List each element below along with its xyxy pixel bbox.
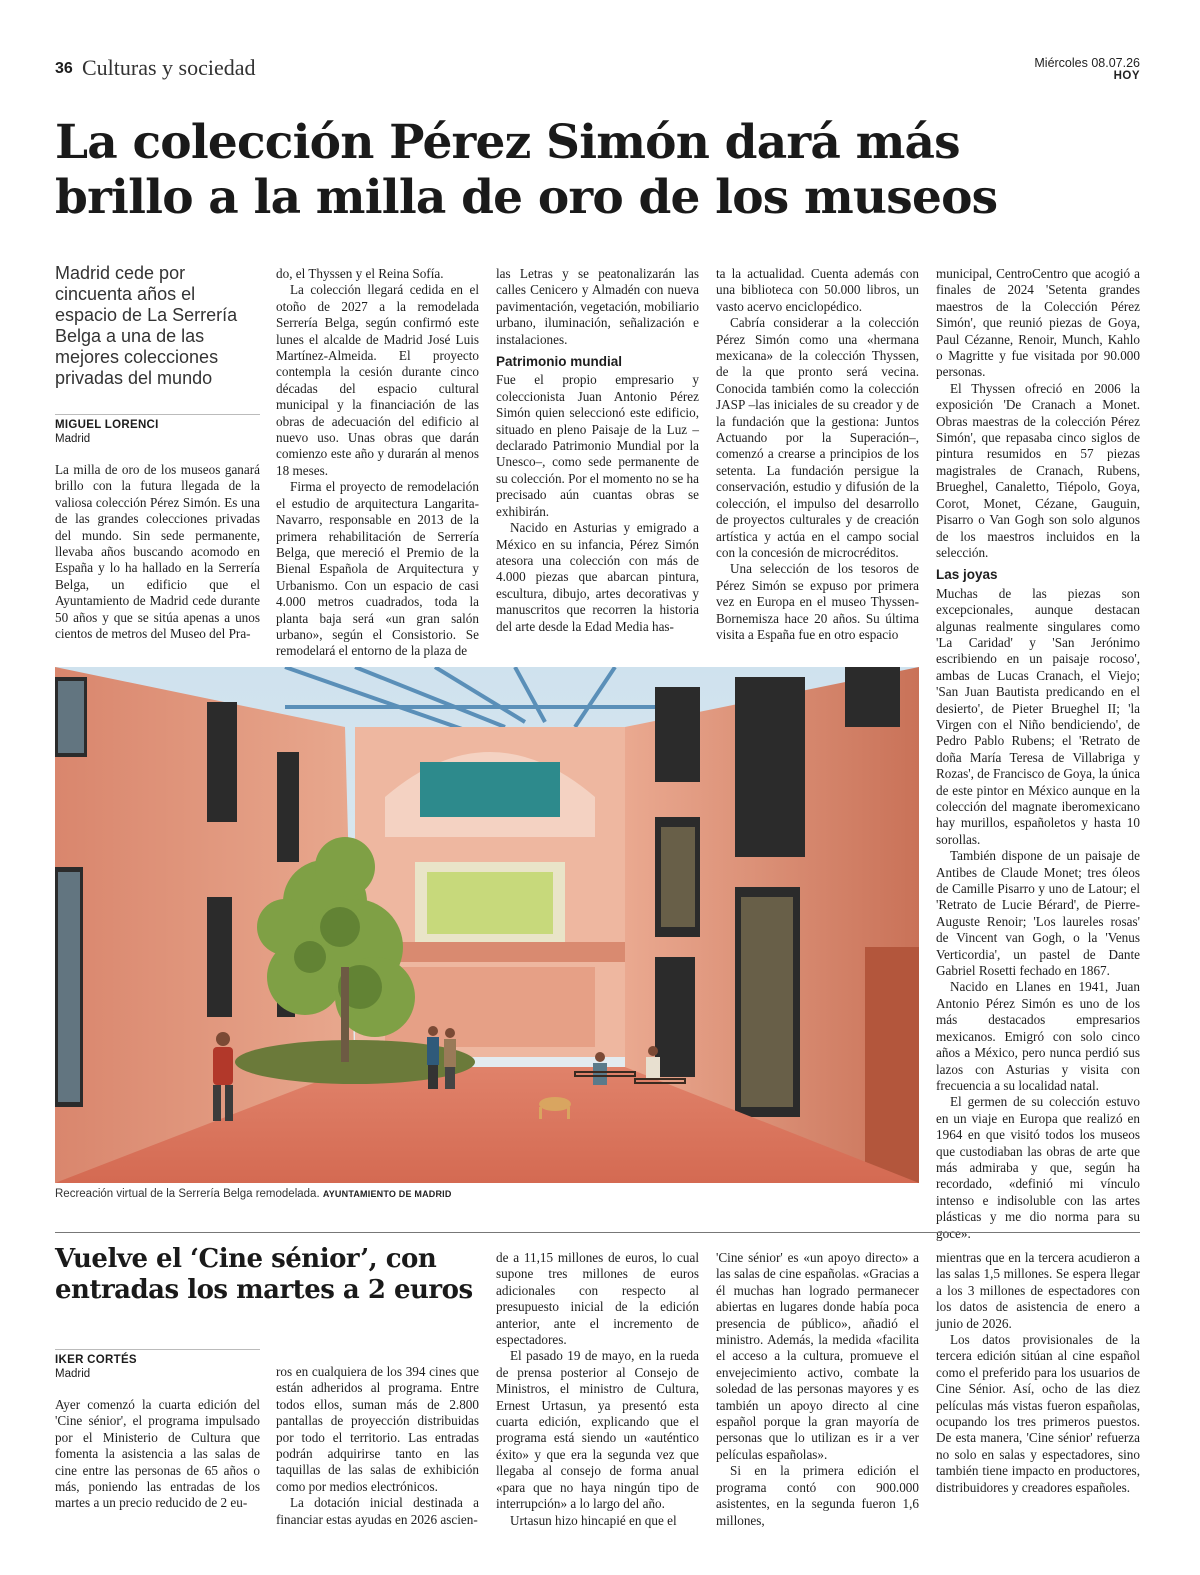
article2-column-3 [496,1250,699,1529]
paragraph: ta la actualidad. Cuenta además con una biblioteca con 50.000 libros, un vasto acervo enciclopédico. [716,266,919,314]
paragraph: También dispone de un paisaje de Antibes de Claude Monet; tres óleos de Camille Pisarro y uno de Latour; el 'Retrato de Lucie Bérard', de Pierre-Auguste Renoir; 'Los laureles rosas' de Vincent van Gogh, o la 'Venus Verticordia', un pastel de Dante Gabriel Rosetti fechado en 1867. [936,848,1140,979]
paragraph: La colección llegará cedida en el otoño de 2027 a la remodelada Serrería Belga, según confirmó este lunes el alcalde de Madrid José Luis Martínez-Almeida. El proyecto contempla la cesión durante cinco décadas del espacio cultural municipal y la financiación de las obras de adecuación del edificio al nuevo uso. Unas obras que darán comienzo este año y durarán al menos 18 meses. [276,282,479,478]
courtyard-rendering-image [55,667,919,1183]
caption-text: Recreación virtual de la Serrería Belga remodelada. [55,1188,320,1200]
headline-line-1: La colección Pérez Simón dará más [55,115,960,170]
paragraph: Fue el propio empresario y coleccionista Juan Antonio Pérez Simón quien seleccionó este edificio, situado en pleno Paisaje de la Luz –declarado Patrimonio Mundial por la Unesco–, como sede permanente de su colección. Por el momento no se ha precisado aún cuantas obras se exhibirán. [496,372,699,519]
article2-column-1 [55,1397,260,1512]
paragraph: El germen de su colección estuvo en un viaje en Europa que realizó en 1964 en que visitó todos los museos que custodiaban las obras de arte que más admiraba y que, según ha recordado, «definió mi vínculo intenso e indisoluble con las artes plásticas y me dio norma para su goce». [936,1094,1140,1241]
article-column-3 [496,266,699,635]
paragraph: Nacido en Llanes en 1941, Juan Antonio Pérez Simón es uno de los más destacados empresarios mexicanos. Emigró con solo cinco años a México, pero nunca perdió sus lazos con Asturias y visita con frecuencia a su localidad natal. [936,979,1140,1093]
photo-caption [55,1188,452,1200]
headline-line-2: brillo a la milla de oro de los museos [55,170,998,225]
paragraph: ros en cualquiera de los 394 cines que están adheridos al programa. Entre todos ellos, suman más de 2.800 pantallas de proyección distribuidas por todo el territorio. Las entradas podrán adquirirse tanto en las taquillas de las salas de exhibición como por medios electrónicos. [276,1364,479,1494]
paragraph: Nacido en Asturias y emigrado a México en su infancia, Pérez Simón atesora una colección con más de 4.000 piezas que abarcan pintura, escultura, dibujo, artes decorativas y manuscritos que recorren la historia del arte desde la Edad Media has- [496,520,699,634]
paragraph: Si en la primera edición el programa contó con 900.000 asistentes, en la segunda fueron 1,6 millones, [716,1463,919,1528]
byline2 [55,1353,137,1381]
byline-location: Madrid [55,1368,91,1380]
paragraph: mientras que en la tercera acudieron a las salas 1,5 millones. Se espera llegar a los 3 millones de espectadores con los datos de asistencia de enero a junio de 2026. [936,1250,1140,1331]
paragraph: do, el Thyssen y el Reina Sofía. [276,266,444,281]
article-photo [55,667,919,1183]
author-name: MIGUEL LORENCI [55,419,159,431]
byline [55,418,159,446]
paragraph: La dotación inicial destinada a financiar estas ayudas en 2026 ascien- [276,1495,479,1527]
paragraph: Firma el proyecto de remodelación el estudio de arquitectura Langarita-Navarro, responsable en 2013 de la primera rehabilitación de Serrería Belga, que mereció el Premio de la Bienal Española de Arquitectura y Urbanismo. Con un espacio de casi 4.000 metros cuadrados, toda la planta baja será «un gran salón urbano», según el Consistorio. Se remodelará el entorno de la plaza de [276,479,479,659]
masthead-date [1034,57,1140,83]
article-headline [55,115,1155,225]
section-title: Culturas y sociedad [82,55,256,80]
article-deck: Madrid cede por cincuenta años el espacio de La Serrería Belga a una de las mejores colecciones privadas del mundo [55,263,238,388]
article-column-4 [716,266,919,643]
article2-headline [55,1244,495,1306]
subheading-patrimonio: Patrimonio mundial [496,354,623,370]
byline-rule [55,1349,260,1350]
issue-date: Miércoles 08.07.26 [1034,56,1140,70]
byline-rule [55,414,260,415]
page-number: 36 [55,60,73,77]
article-separator [55,1232,1140,1233]
paragraph: El pasado 19 de mayo, en la rueda de prensa posterior al Consejo de Ministros, el ministro de Cultura, Ernest Urtasun, ya presentó esta cuarta edición, explicando que el programa está siendo un «auténtico éxito» y que era la segunda vez que llegaba al consejo de forma anual «para que no haya ningún tipo de interrupción» a lo largo del año. [496,1348,699,1512]
article2-column-5 [936,1250,1140,1496]
paragraph: Una selección de los tesoros de Pérez Simón se expuso por primera vez en Europa en el museo Thyssen-Bornemisza hace 20 años. Su última visita a España fue en otro espacio [716,561,919,642]
article-column-5 [936,266,1140,1242]
paragraph: 'Cine sénior' es «un apoyo directo» a las salas de cine españolas. «Gracias a él muchas han logrado permanecer abiertas en lugares donde había poca presencia de público», añadió el ministro. Además, la medida «facilita el acceso a la cultura, promueve el envejecimiento activo, combate la soledad de las personas mayores y es también un apoyo directo al cine español porque la gran mayoría de personas que lo utilizan es ir a ver películas españolas». [716,1250,919,1462]
paragraph: Los datos provisionales de la tercera edición sitúan al cine español como el preferido para los usuarios de Cine Sénior. Así, ocho de las diez películas más vistas fueron españolas, ocupando los tres primeros puestos. De esta manera, 'Cine sénior' refuerza no solo en salas y espectadores, sino también tiene impacto en productores, distribuidores y creadores españoles. [936,1332,1140,1495]
paragraph: las Letras y se peatonalizarán las calles Cenicero y Almadén con nueva pavimentación, vegetación, mobiliario urbano, iluminación, señalización e instalaciones. [496,266,699,347]
paragraph: Ayer comenzó la cuarta edición del 'Cine sénior', el programa impulsado por el Ministerio de Cultura que fomenta la asistencia a las salas de cine entre las personas de 65 años o más, poniendo las entradas de los martes a un precio reducido de 2 eu- [55,1397,260,1511]
paragraph: Urtasun hizo hincapié en que el [510,1512,677,1528]
paragraph: Cabría considerar a la colección Pérez Simón como una «hermana mexicana» de la colección Thyssen, de la que pronto será vecina. Conocida también como la colección JASP –las iniciales de su creador y de la fundación que la gestiona: Juntos Actuando por la Superación–, comenzó a crearse a principios de los setenta. La fundación persigue la conservación, estudio y difusión de la colección, el impulso del desarrollo de proyectos culturales y de creación artística y actúa en el campo social con la concesión de microcréditos. [716,315,919,560]
paragraph: El Thyssen ofreció en 2006 la exposición 'De Cranach a Monet. Obras maestras de la colección Pérez Simón', que repasaba cinco siglos de pintura resumidos en 57 piezas magistrales de Cranach, Rubens, Brueghel, Canaletto, Tiépolo, Goya, Corot, Monet, Cézane, Gauguin, Pisarro o Van Gogh son solo algunos de los maestros incluidos en la selección. [936,380,1140,560]
photo-credit: AYUNTAMIENTO DE MADRID [322,1189,452,1199]
paragraph: de a 11,15 millones de euros, lo cual supone tres millones de euros adicionales con respecto al presupuesto inicial de la edición anterior, ante el incremento de espectadores. [496,1250,699,1348]
author-name: IKER CORTÉS [55,1354,137,1366]
subheading-joyas: Las joyas [936,567,998,583]
publication-name: HOY [1113,70,1140,82]
byline-location: Madrid [55,433,91,445]
paragraph: municipal, CentroCentro que acogió a finales de 2024 'Setenta grandes maestros de la Colección Pérez Simón', que reunió piezas de Goya, Paul Cézanne, Renoir, Munch, Kahlo o Magritte y fue visitada por 90.000 personas. [936,266,1140,380]
article-column-2 [276,266,479,660]
article-column-1 [55,462,260,642]
paragraph: La milla de oro de los museos ganará brillo con la futura llegada de la valiosa colección Pérez Simón. Es una de las grandes colecciones privadas del mundo. Sin sede permanente, llevaba años buscando acomodo en España y lo ha hallado en la Serrería Belga, un edificio que el Ayuntamiento de Madrid cede durante 50 años y que se sitúa apenas a unos cientos de metros del Museo del Pra- [55,462,260,642]
paragraph: Muchas de las piezas son excepcionales, aunque destacan algunas realmente singulares como 'La Caridad' y 'San Jerónimo escribiendo en un paisaje rocoso', ambas de Lucas Cranach, el Viejo; 'San Juan Bautista predicando en el desierto', de Pieter Brueghel II; 'la Virgen con el Niño bendiciendo', de Pedro Pablo Rubens; el 'Retrato de doña María Teresa de Villabriga y Rozas', de Francisco de Goya, la única de este pintor en México aunque en la colección del magnate iberomexicano hay murillos, españoletos y hasta 10 sorollas. [936,585,1140,847]
headline2-line-2: entradas los martes a 2 euros [55,1275,473,1305]
headline2-line-1: Vuelve el ‘Cine sénior’, con [55,1244,437,1274]
article2-column-4 [716,1250,919,1529]
article2-column-2 [276,1364,479,1528]
